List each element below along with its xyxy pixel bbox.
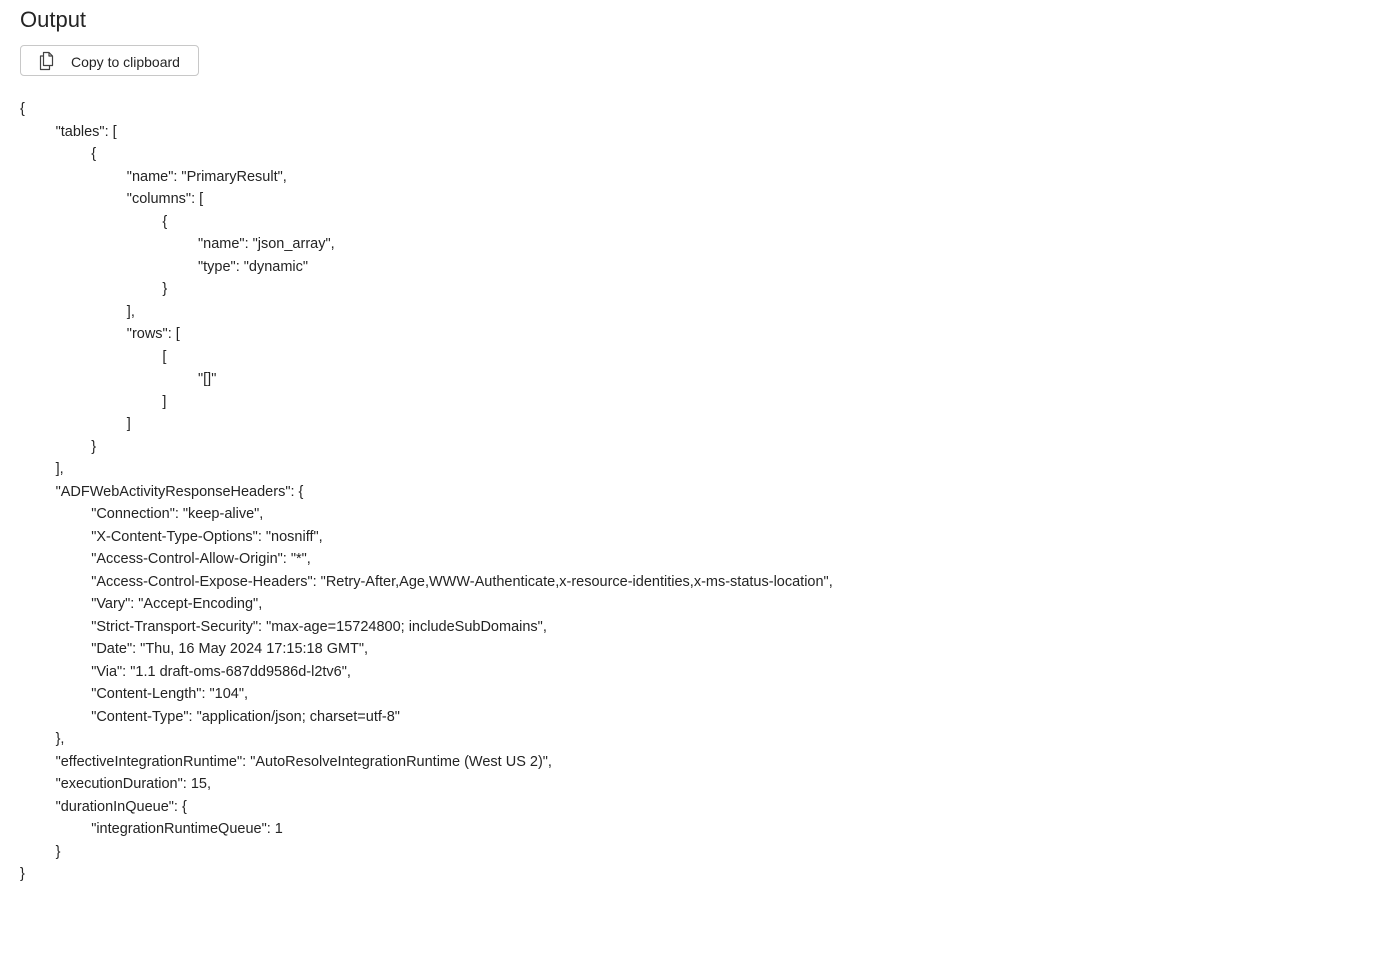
copy-to-clipboard-button[interactable]	[20, 45, 199, 76]
output-line: "Strict-Transport-Security": "max-age=15724800; includeSubDomains",	[91, 618, 547, 635]
output-line: "name": "PrimaryResult",	[126, 168, 287, 185]
output-line: "rows": [	[126, 326, 180, 342]
output-line: "[]"	[198, 371, 217, 387]
output-line: "integrationRuntimeQueue": 1	[91, 821, 283, 837]
output-line: "Date": "Thu, 16 May 2024 17:15:18 GMT",	[91, 641, 369, 657]
output-line: "tables": [	[55, 123, 117, 140]
copy-button-label: Copy to clipboard	[71, 53, 180, 70]
output-line: "Content-Type": "application/json; charset=utf-8"	[91, 708, 400, 725]
output-line: "X-Content-Type-Options": "nosniff",	[91, 528, 323, 545]
output-line: "Access-Control-Allow-Origin": "*",	[91, 551, 311, 567]
output-line: "durationInQueue": {	[55, 798, 187, 815]
output-line: ],	[55, 461, 64, 477]
output-line: "columns": [	[126, 191, 204, 207]
output-line: {	[162, 213, 168, 230]
output-line: }	[91, 438, 97, 455]
output-line: "Content-Length": "104",	[91, 686, 249, 702]
output-line: "ADFWebActivityResponseHeaders": {	[55, 483, 304, 500]
output-line: ]	[162, 393, 167, 410]
output-line: "Connection": "keep-alive",	[91, 506, 264, 522]
json-output	[20, 98, 833, 886]
output-line: }	[20, 866, 25, 882]
output-line: ]	[126, 416, 131, 432]
output-line: "Vary": "Accept-Encoding",	[91, 596, 263, 612]
output-line: },	[55, 731, 65, 747]
output-line: "Access-Control-Expose-Headers": "Retry-After,Age,WWW-Authenticate,x-resource-identities,x-ms-status-location",	[91, 573, 833, 590]
output-line: {	[91, 146, 97, 162]
output-line: }	[162, 281, 168, 297]
output-line: ],	[126, 303, 135, 320]
output-line: "name": "json_array",	[198, 236, 335, 252]
output-line: "executionDuration": 15,	[55, 776, 211, 792]
page-title: Output	[20, 7, 87, 32]
output-line: "Via": "1.1 draft-oms-687dd9586d-l2tv6",	[91, 663, 351, 680]
output-line: "type": "dynamic"	[198, 258, 309, 275]
copy-icon	[37, 51, 57, 71]
output-line: "effectiveIntegrationRuntime": "AutoResolveIntegrationRuntime (West US 2)",	[55, 753, 552, 770]
output-line: }	[55, 843, 61, 860]
output-line: {	[20, 101, 25, 117]
output-line: [	[162, 348, 167, 365]
